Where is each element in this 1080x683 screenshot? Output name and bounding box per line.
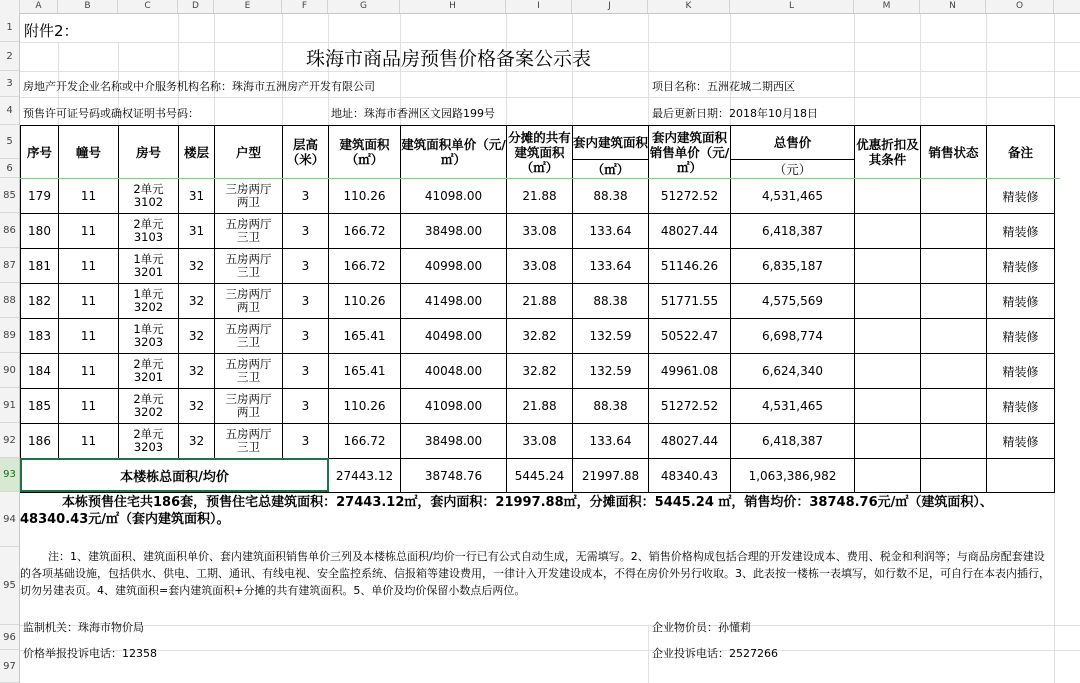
cell-remark[interactable]: 精装修	[987, 389, 1055, 424]
cell-room-line: 3201	[133, 265, 164, 279]
cell-room-line: 2单元	[133, 182, 164, 196]
row-header[interactable]: 92	[0, 423, 19, 458]
column-header[interactable]: C	[118, 0, 178, 13]
cell-inner-area[interactable]: 132.59	[573, 354, 649, 389]
gridline	[20, 42, 1080, 43]
cell-status[interactable]	[921, 424, 987, 459]
cell-height[interactable]: 3	[283, 284, 329, 319]
cell-building[interactable]: 11	[59, 319, 119, 354]
cell-building[interactable]: 11	[59, 249, 119, 284]
table-row	[21, 424, 1055, 459]
cell-total-price[interactable]: 4,531,465	[731, 389, 855, 424]
gridline	[214, 14, 215, 126]
cell-room-line: 1单元	[133, 287, 164, 301]
cell-total-price[interactable]: 4,575,569	[731, 284, 855, 319]
cell-discount[interactable]	[855, 389, 921, 424]
cell-type-line: 五房两厅	[225, 217, 272, 231]
row-header[interactable]: 6	[0, 159, 19, 178]
cell-room[interactable]	[119, 214, 179, 249]
column-header[interactable]: D	[178, 0, 214, 13]
cell-area[interactable]: 165.41	[329, 319, 401, 354]
project-name: 项目名称：五洲花城二期西区	[652, 80, 795, 93]
cell-type-line: 两卫	[237, 405, 260, 419]
cell-total-price[interactable]: 6,418,387	[731, 424, 855, 459]
cell-total-price[interactable]: 6,418,387	[731, 214, 855, 249]
gridline	[648, 14, 649, 126]
header-building[interactable]: 幢号	[59, 126, 119, 179]
header-divider	[20, 178, 1060, 179]
gridline	[20, 71, 1080, 72]
cell-seq[interactable]: 182	[21, 284, 59, 319]
row-header[interactable]: 95	[0, 547, 19, 625]
cell-unit-price[interactable]: 41098.00	[401, 179, 507, 214]
cell-height[interactable]: 3	[283, 179, 329, 214]
cell-floor[interactable]: 31	[179, 179, 215, 214]
complaint-hotline: 价格举报投诉电话：12358	[23, 647, 157, 660]
table-row	[21, 319, 1055, 354]
cell-status[interactable]	[921, 249, 987, 284]
column-header[interactable]: N	[920, 0, 986, 13]
cell-floor[interactable]: 32	[179, 284, 215, 319]
cell-inner-area[interactable]: 133.64	[573, 249, 649, 284]
permit-number: 预售许可证号码或确权证明书号码：	[23, 107, 199, 120]
cell-room-line: 3202	[133, 300, 164, 314]
table-row	[21, 389, 1055, 424]
cell-type-line: 五房两厅	[225, 357, 272, 371]
cell-building[interactable]: 11	[59, 389, 119, 424]
price-table	[20, 125, 1055, 493]
cell-floor[interactable]: 31	[179, 214, 215, 249]
cell-inner-price[interactable]: 49961.08	[649, 354, 731, 389]
cell-inner-price[interactable]: 51272.52	[649, 389, 731, 424]
cell-remark[interactable]: 精装修	[987, 319, 1055, 354]
header-area[interactable]: 建筑面积（㎡）	[329, 126, 401, 179]
header-total-unit[interactable]: （元）	[731, 160, 855, 179]
column-header[interactable]: G	[328, 0, 400, 13]
cell-room-line: 1单元	[133, 252, 164, 266]
cell-status[interactable]	[921, 354, 987, 389]
cell-discount[interactable]	[855, 284, 921, 319]
totals-total-price[interactable]: 1,063,386,982	[731, 459, 855, 493]
cell-remark[interactable]: 精装修	[987, 354, 1055, 389]
cell-floor[interactable]: 32	[179, 249, 215, 284]
cell-total-price[interactable]: 6,624,340	[731, 354, 855, 389]
gridline	[20, 97, 1080, 98]
row-header[interactable]: 3	[0, 71, 19, 97]
totals-inner-area[interactable]: 21997.88	[573, 459, 649, 493]
cell-height[interactable]: 3	[283, 354, 329, 389]
table-row	[21, 249, 1055, 284]
notes-text: 注：1、建筑面积、建筑面积单价、套内建筑面积销售单价三列及本楼栋总面积/均价一行已有公式自动生成，无需填写。2、销售价格构成包括合理的开发建设成本、费用、税金和利润等；与商品房配套建设的各项基础设施，包括供水、供电、工期、通讯、有线电视、安全监控系统、信报箱等建设费用，一律计入开发建设成本，不得在房价外另行收取。3、此表按一楼栋一表填写，如行数不足，可自行在本表内插行，切勿另建表页。4、建筑面积=套内建筑面积+分摊的共有建筑面积。5、单价及均价保留小数点后两位。	[20, 550, 1050, 597]
column-header[interactable]: F	[282, 0, 328, 13]
cell-type[interactable]	[215, 249, 283, 284]
cell-type-line: 三房两厅	[225, 287, 272, 301]
cell-area[interactable]: 110.26	[329, 389, 401, 424]
cell-building[interactable]: 11	[59, 284, 119, 319]
cell-unit-price[interactable]: 40498.00	[401, 319, 507, 354]
cell-height[interactable]: 3	[283, 319, 329, 354]
totals-status[interactable]	[921, 459, 987, 493]
cell-type[interactable]	[215, 214, 283, 249]
cell-type-line: 三卫	[237, 370, 260, 384]
cell-height[interactable]: 3	[283, 424, 329, 459]
column-header[interactable]: L	[730, 0, 854, 13]
totals-unit-price[interactable]: 38748.76	[401, 459, 507, 493]
table-row	[21, 179, 1055, 214]
cell-building[interactable]: 11	[59, 179, 119, 214]
row-header-bar	[0, 13, 20, 683]
cell-room[interactable]	[119, 284, 179, 319]
cell-inner-price[interactable]: 48027.44	[649, 214, 731, 249]
table-header-row	[21, 126, 1055, 160]
column-header[interactable]: I	[506, 0, 572, 13]
cell-room-line: 2单元	[133, 427, 164, 441]
cell-type-line: 三卫	[237, 265, 260, 279]
gridline	[986, 14, 987, 126]
cell-status[interactable]	[921, 179, 987, 214]
header-type[interactable]: 户型	[215, 126, 283, 179]
row-header[interactable]: 89	[0, 318, 19, 353]
gridline	[20, 625, 1080, 626]
cell-remark[interactable]: 精装修	[987, 179, 1055, 214]
table-row	[21, 284, 1055, 319]
cell-type-line: 三房两厅	[225, 182, 272, 196]
cell-shared-area[interactable]: 33.08	[507, 249, 573, 284]
cell-type-line: 三房两厅	[225, 392, 272, 406]
gridline	[854, 14, 855, 126]
cell-type[interactable]	[215, 354, 283, 389]
cell-height[interactable]: 3	[283, 249, 329, 284]
cell-floor[interactable]: 32	[179, 389, 215, 424]
cell-status[interactable]	[921, 214, 987, 249]
cell-building[interactable]: 11	[59, 354, 119, 389]
cell-total-price[interactable]: 6,835,187	[731, 249, 855, 284]
summary-text: 本栋预售住宅共186套，预售住宅总建筑面积：27443.12㎡，套内面积：21997.88㎡，分摊面积：5445.24 ㎡，销售均价：38748.76元/㎡（建筑面积）、48340.43元/㎡（套内建筑面积）。	[20, 495, 993, 527]
cell-type-line: 五房两厅	[225, 322, 272, 336]
address: 地址：珠海市香洲区文园路199号	[331, 107, 495, 120]
row-header[interactable]: 88	[0, 283, 19, 318]
cell-seq[interactable]: 179	[21, 179, 59, 214]
column-header[interactable]: O	[986, 0, 1054, 13]
cell-inner-price[interactable]: 50522.47	[649, 319, 731, 354]
cell-room[interactable]	[119, 389, 179, 424]
row-header[interactable]: 97	[0, 650, 19, 683]
column-header[interactable]: K	[648, 0, 730, 13]
cell-room-line: 1单元	[133, 322, 164, 336]
totals-discount[interactable]	[855, 459, 921, 493]
cell-status[interactable]	[921, 389, 987, 424]
cell-inner-price[interactable]: 51272.52	[649, 179, 731, 214]
cell-remark[interactable]: 精装修	[987, 249, 1055, 284]
cell-discount[interactable]	[855, 214, 921, 249]
cell-discount[interactable]	[855, 354, 921, 389]
header-inner-area[interactable]: 套内建筑面积	[573, 126, 649, 160]
cell-seq[interactable]: 181	[21, 249, 59, 284]
totals-shared-area[interactable]: 5445.24	[507, 459, 573, 493]
cell-area[interactable]: 110.26	[329, 179, 401, 214]
price-officer: 企业物价员：孙懂莉	[652, 621, 751, 634]
cell-total-price[interactable]: 6,698,774	[731, 319, 855, 354]
cell-unit-price[interactable]: 40048.00	[401, 354, 507, 389]
cell-room-line: 3203	[133, 335, 164, 349]
cell-type[interactable]	[215, 179, 283, 214]
cell-inner-area[interactable]: 133.64	[573, 214, 649, 249]
cell-room-line: 3103	[133, 230, 164, 244]
row-header[interactable]: 90	[0, 353, 19, 388]
row-header[interactable]: 86	[0, 213, 19, 248]
row-header-selected[interactable]: 93	[0, 458, 19, 492]
row-header[interactable]: 91	[0, 388, 19, 423]
cell-room[interactable]	[119, 249, 179, 284]
select-all-corner[interactable]	[0, 0, 20, 13]
cell-unit-price[interactable]: 41498.00	[401, 284, 507, 319]
cell-remark[interactable]: 精装修	[987, 214, 1055, 249]
column-header-bar	[0, 0, 1080, 14]
row-header[interactable]: 85	[0, 178, 19, 213]
gridline	[282, 14, 283, 126]
cell-area[interactable]: 166.72	[329, 424, 401, 459]
cell-floor[interactable]: 32	[179, 319, 215, 354]
column-header[interactable]: E	[214, 0, 282, 13]
cell-shared-area[interactable]: 21.88	[507, 179, 573, 214]
header-inner-area-unit[interactable]: （㎡）	[573, 160, 649, 179]
gridline	[920, 14, 921, 126]
cell-type-line: 五房两厅	[225, 252, 272, 266]
header-remark[interactable]: 备注	[987, 126, 1055, 179]
header-unit-price[interactable]: 建筑面积单价（元/㎡）	[401, 126, 507, 179]
cell-room-line: 3202	[133, 405, 164, 419]
cell-shared-area[interactable]: 33.08	[507, 424, 573, 459]
table-row	[21, 354, 1055, 389]
header-status[interactable]: 销售状态	[921, 126, 987, 179]
cell-unit-price[interactable]: 41098.00	[401, 389, 507, 424]
cell-room-line: 2单元	[133, 357, 164, 371]
totals-remark[interactable]	[987, 459, 1055, 493]
supervisor: 监制机关：珠海市物价局	[23, 621, 144, 634]
cell-seq[interactable]: 180	[21, 214, 59, 249]
cell-type-line: 三卫	[237, 230, 260, 244]
cell-discount[interactable]	[855, 249, 921, 284]
attachment-label: 附件2：	[24, 22, 79, 40]
cell-room-line: 2单元	[133, 217, 164, 231]
table-row	[21, 214, 1055, 249]
header-discount[interactable]: 优惠折扣及其条件	[855, 126, 921, 179]
cell-floor[interactable]: 32	[179, 424, 215, 459]
cell-type-line: 三卫	[237, 335, 260, 349]
cell-type[interactable]	[215, 284, 283, 319]
totals-area[interactable]: 27443.12	[329, 459, 401, 493]
row-header[interactable]: 1	[0, 13, 19, 42]
column-header[interactable]: B	[58, 0, 118, 13]
cell-discount[interactable]	[855, 319, 921, 354]
totals-row	[21, 459, 1055, 493]
cell-discount[interactable]	[855, 424, 921, 459]
row-header[interactable]: 2	[0, 42, 19, 71]
cell-inner-area[interactable]: 88.38	[573, 389, 649, 424]
cell-room-line: 3203	[133, 440, 164, 454]
cell-room-line: 2单元	[133, 392, 164, 406]
cell-status[interactable]	[921, 319, 987, 354]
developer-name: 房地产开发企业名称或中介服务机构名称：珠海市五洲房产开发有限公司	[23, 80, 375, 93]
row-header[interactable]: 5	[0, 125, 19, 159]
cell-seq[interactable]: 185	[21, 389, 59, 424]
cell-room-line: 3201	[133, 370, 164, 384]
document-title: 珠海市商品房预售价格备案公示表	[306, 48, 592, 70]
column-header[interactable]: M	[854, 0, 920, 13]
cell-shared-area[interactable]: 21.88	[507, 389, 573, 424]
row-header[interactable]: 4	[0, 97, 19, 125]
cell-type-line: 三卫	[237, 440, 260, 454]
header-inner-price[interactable]: 套内建筑面积销售单价（元/㎡）	[649, 126, 731, 179]
column-header[interactable]: J	[572, 0, 648, 13]
gridline	[20, 650, 1080, 651]
cell-status[interactable]	[921, 284, 987, 319]
cell-inner-area[interactable]: 88.38	[573, 179, 649, 214]
cell-remark[interactable]: 精装修	[987, 284, 1055, 319]
cell-area[interactable]: 165.41	[329, 354, 401, 389]
cell-building[interactable]: 11	[59, 214, 119, 249]
cell-floor[interactable]: 32	[179, 354, 215, 389]
cell-room[interactable]	[119, 424, 179, 459]
cell-inner-area[interactable]: 133.64	[573, 424, 649, 459]
cell-type-line: 五房两厅	[225, 427, 272, 441]
cell-unit-price[interactable]: 40998.00	[401, 249, 507, 284]
cell-type[interactable]	[215, 319, 283, 354]
cell-type-line: 两卫	[237, 195, 260, 209]
cell-remark[interactable]: 精装修	[987, 424, 1055, 459]
company-complaint-phone: 企业投诉电话：2527266	[652, 647, 778, 660]
cell-room[interactable]	[119, 354, 179, 389]
cell-seq[interactable]: 184	[21, 354, 59, 389]
totals-inner-price[interactable]: 48340.43	[649, 459, 731, 493]
cell-inner-area[interactable]: 132.59	[573, 319, 649, 354]
cell-room[interactable]	[119, 179, 179, 214]
header-room[interactable]: 房号	[119, 126, 179, 179]
last-updated: 最后更新日期：2018年10月18日	[652, 107, 818, 120]
cell-building[interactable]: 11	[59, 424, 119, 459]
cell-inner-price[interactable]: 48027.44	[649, 424, 731, 459]
cell-shared-area[interactable]: 32.82	[507, 319, 573, 354]
cell-area[interactable]: 110.26	[329, 284, 401, 319]
cell-inner-price[interactable]: 51146.26	[649, 249, 731, 284]
cell-area[interactable]: 166.72	[329, 249, 401, 284]
column-header[interactable]: H	[400, 0, 506, 13]
header-total-price[interactable]: 总售价	[731, 126, 855, 160]
cell-unit-price[interactable]: 38498.00	[401, 214, 507, 249]
header-floor[interactable]: 楼层	[179, 126, 215, 179]
gridline	[648, 625, 649, 683]
totals-label[interactable]: 本楼栋总面积/均价	[21, 459, 329, 493]
cell-height[interactable]: 3	[283, 389, 329, 424]
header-height[interactable]: 层高（米）	[283, 126, 329, 179]
cell-shared-area[interactable]: 33.08	[507, 214, 573, 249]
header-shared-area[interactable]: 分摊的共有建筑面积（㎡）	[507, 126, 573, 179]
cell-room[interactable]	[119, 319, 179, 354]
column-header[interactable]: A	[20, 0, 58, 13]
cell-height[interactable]: 3	[283, 214, 329, 249]
cell-type-line: 两卫	[237, 300, 260, 314]
header-seq[interactable]: 序号	[21, 126, 59, 179]
cell-seq[interactable]: 186	[21, 424, 59, 459]
cell-area[interactable]: 166.72	[329, 214, 401, 249]
cell-shared-area[interactable]: 32.82	[507, 354, 573, 389]
cell-inner-area[interactable]: 88.38	[573, 284, 649, 319]
cell-unit-price[interactable]: 38498.00	[401, 424, 507, 459]
cell-type[interactable]	[215, 389, 283, 424]
row-header[interactable]: 94	[0, 492, 19, 547]
cell-total-price[interactable]: 4,531,465	[731, 179, 855, 214]
cell-discount[interactable]	[855, 179, 921, 214]
cell-type[interactable]	[215, 424, 283, 459]
row-header[interactable]: 87	[0, 248, 19, 283]
cell-shared-area[interactable]: 21.88	[507, 284, 573, 319]
cell-room-line: 3102	[133, 195, 164, 209]
cell-seq[interactable]: 183	[21, 319, 59, 354]
row-header[interactable]: 96	[0, 625, 19, 650]
cell-inner-price[interactable]: 51771.55	[649, 284, 731, 319]
